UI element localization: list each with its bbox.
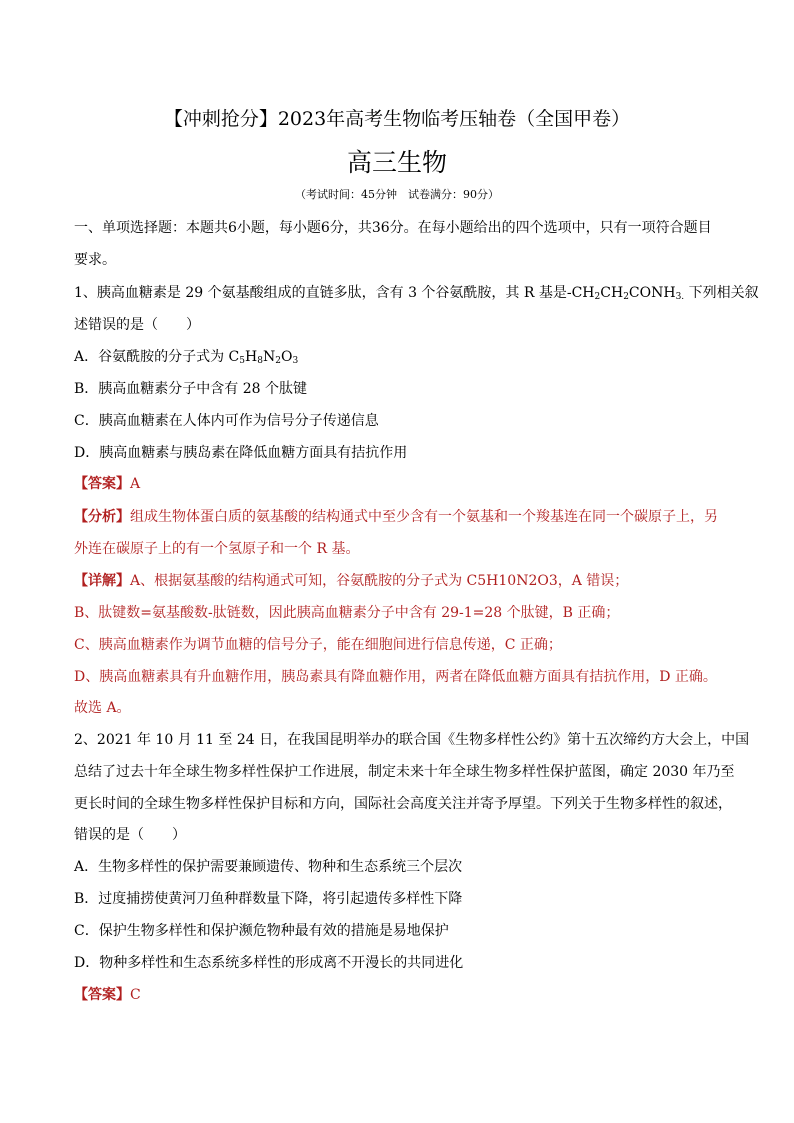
q1-stem-sub3: 3.: [675, 292, 685, 302]
q1-stem-text-b: CH: [600, 285, 624, 301]
section-instruction-line1: 一、单项选择题：本题共6小题，每小题6分，共36分。在每小题给出的四个选项中，只有一项符合题目: [74, 220, 712, 236]
q1-option-a-sub1: 5: [239, 356, 246, 366]
q1-stem-line1: [74, 282, 759, 302]
main-title: 高三生物: [346, 148, 447, 177]
q2-option-b: B．过度捕捞使黄河刀鱼种群数量下降，将引起遗传多样性下降: [74, 891, 463, 907]
q2-answer-value: C: [130, 987, 141, 1003]
q1-stem-text-a: 1、胰高血糖素是 29 个氨基酸组成的直链多肽，含有 3 个谷氨酰胺，其 R 基是-CH: [74, 285, 595, 301]
q2-stem-line4: 错误的是（ ）: [74, 827, 186, 843]
q1-option-a: [74, 346, 298, 366]
q1-option-a-sub4: 3: [292, 356, 299, 366]
q1-stem-line2: 述错误的是（ ）: [74, 317, 200, 333]
q1-detail-label: 【详解】: [74, 573, 130, 589]
q1-option-b: B．胰高血糖素分子中含有 28 个肽键: [74, 381, 308, 397]
q2-answer-label: 【答案】: [74, 987, 130, 1003]
q2-stem-line2: 总结了过去十年全球生物多样性保护工作进展，制定未来十年全球生物多样性保护蓝图，确定 2030 年乃至: [74, 764, 735, 780]
q1-stem-sub2: 2: [623, 292, 629, 302]
q1-option-a-sub3: 2: [275, 356, 281, 366]
q1-option-c: C．胰高血糖素在人体内可作为信号分子传递信息: [74, 413, 379, 429]
q2-answer: [74, 984, 141, 1004]
top-title: 【冲刺抢分】2023年高考生物临考压轴卷（全国甲卷）: [163, 108, 631, 130]
q1-option-a-sub2: 8: [257, 356, 263, 366]
q2-option-d: D．物种多样性和生态系统多样性的形成离不开漫长的共同进化: [74, 955, 464, 971]
q1-answer-value: A: [130, 476, 141, 492]
q2-stem-line1: 2、2021 年 10 月 11 至 24 日，在我国昆明举办的联合国《生物多样性公约》第十五次缔约方大会上，中国: [74, 732, 750, 748]
q2-stem-line3: 更长时间的全球生物多样性保护目标和方向，国际社会高度关注并寄予厚望。下列关于生物多样性的叙述，: [74, 796, 732, 812]
q1-analysis-line2: 外连在碳原子上的有一个氢原子和一个 R 基。: [74, 541, 360, 557]
q1-analysis-label: 【分析】: [74, 509, 130, 525]
q1-option-a-o: O: [280, 349, 293, 365]
q1-analysis-line1: [74, 506, 718, 526]
exam-info: （考试时间：45分钟 试卷满分：90分）: [295, 188, 499, 201]
q1-stem-text-c: CONH: [628, 285, 676, 301]
q2-option-c: C．保护生物多样性和保护濒危物种最有效的措施是易地保护: [74, 923, 449, 939]
q1-answer: [74, 473, 140, 493]
q1-stem-sub1: 2: [594, 292, 601, 302]
q1-detail-line1: [74, 570, 628, 590]
q1-detail-line5: 故选 A。: [74, 700, 131, 716]
q1-option-d: D．胰高血糖素与胰岛素在降低血糖方面具有拮抗作用: [74, 445, 408, 461]
q1-option-a-n: N: [262, 349, 276, 365]
q1-detail-text1: A、根据氨基酸的结构通式可知，谷氨酰胺的分子式为 C5H10N2O3，A 错误；: [130, 573, 629, 589]
section-instruction-line2: 要求。: [74, 252, 116, 268]
q1-option-a-h: H: [245, 349, 258, 365]
q1-detail-line4: D、胰高血糖素具有升血糖作用，胰岛素具有降血糖作用，两者在降低血糖方面具有拮抗作用，D 正确。: [74, 669, 717, 685]
q2-option-a: A．生物多样性的保护需要兼顾遗传、物种和生态系统三个层次: [74, 859, 463, 875]
q1-detail-line3: C、胰高血糖素作为调节血糖的信号分子，能在细胞间进行信息传递，C 正确；: [74, 637, 562, 653]
q1-analysis-text1: 组成生物体蛋白质的氨基酸的结构通式中至少含有一个氨基和一个羧基连在同一个碳原子上，另: [130, 509, 718, 525]
q1-option-a-text: A．谷氨酰胺的分子式为 C: [74, 349, 240, 365]
q1-stem-text-d: 下列相关叙: [684, 285, 759, 301]
q1-answer-label: 【答案】: [74, 476, 130, 492]
q1-detail-line2: B、肽键数=氨基酸数-肽链数，因此胰高血糖素分子中含有 29-1=28 个肽键，B 正确；: [74, 605, 620, 621]
